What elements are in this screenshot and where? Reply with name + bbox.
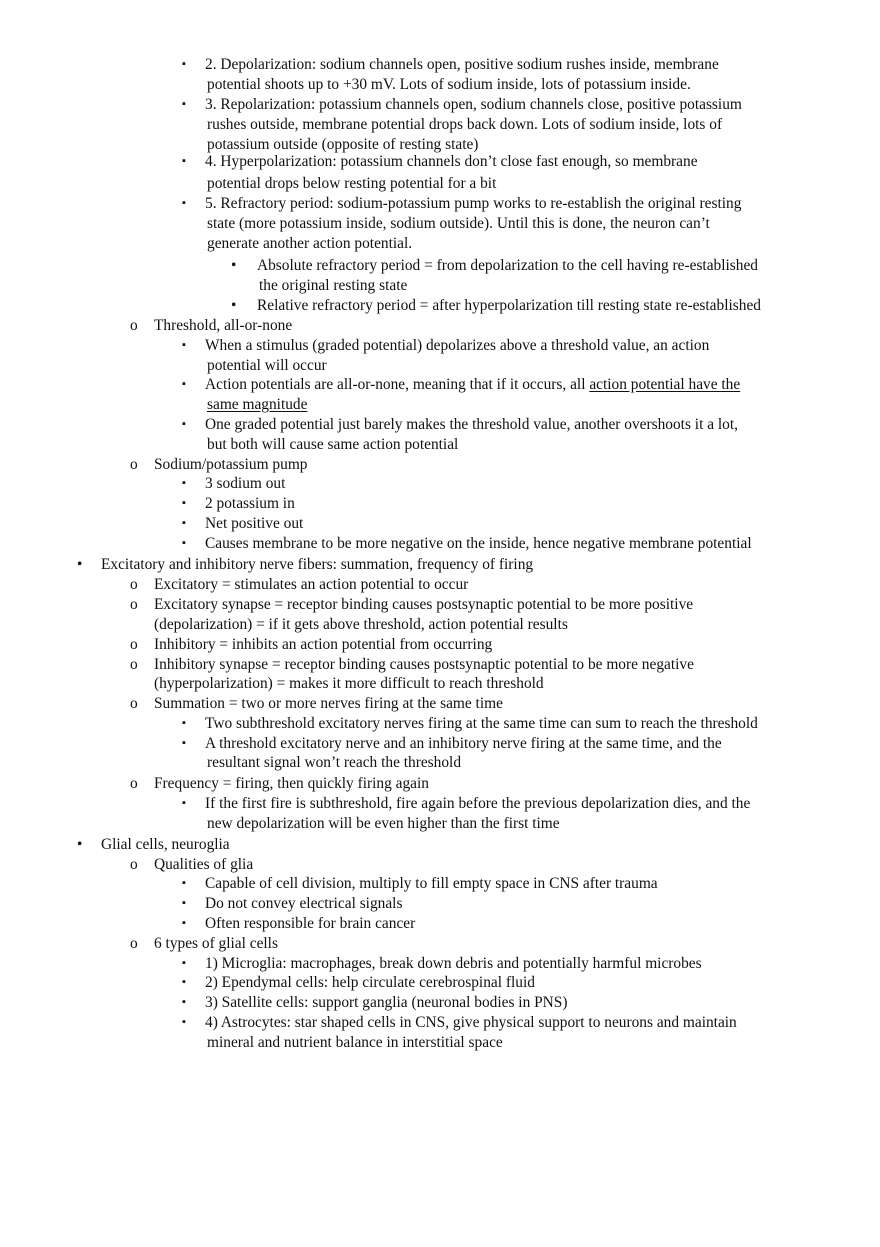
list-item	[0, 474, 880, 494]
list-item	[0, 1013, 880, 1033]
text-line: (depolarization) = if it gets above threshold, action potential results	[154, 616, 568, 633]
bullet-dot: •	[77, 556, 83, 573]
list-item	[0, 415, 880, 435]
text-line: Summation = two or more nerves firing at the same time	[154, 695, 503, 712]
list-item-continuation	[0, 615, 880, 635]
list-item	[0, 954, 880, 974]
bullet-dot: •	[231, 257, 237, 274]
bullet-circle: o	[130, 775, 138, 792]
text-line: Threshold, all-or-none	[154, 317, 293, 334]
text-line: 5. Refractory period: sodium-potassium pump works to re-establish the original resting	[205, 195, 742, 212]
text-line: Glial cells, neuroglia	[101, 836, 230, 853]
text-line: generate another action potential.	[207, 235, 413, 252]
text-line: Frequency = firing, then quickly firing again	[154, 775, 429, 792]
text-line: Causes membrane to be more negative on the inside, hence negative membrane potential	[205, 535, 752, 552]
list-item-continuation	[0, 214, 880, 234]
text-run: Action potentials are all-or-none, meaning that if it occurs, all	[205, 376, 590, 393]
text-line: 2 potassium in	[205, 495, 295, 512]
text-line: 1) Microglia: macrophages, break down debris and potentially harmful microbes	[205, 955, 702, 972]
text-line: mineral and nutrient balance in interstitial space	[207, 1034, 503, 1051]
text-line: 3 sodium out	[205, 475, 286, 492]
list-item	[0, 455, 880, 475]
bullet-square: ▪	[182, 957, 186, 969]
text-line: Excitatory and inhibitory nerve fibers: summation, frequency of firing	[101, 556, 534, 573]
bullet-square: ▪	[182, 897, 186, 909]
text-line: Two subthreshold excitatory nerves firing at the same time can sum to reach the threshold	[205, 715, 758, 732]
text-line: 4. Hyperpolarization: potassium channels don’t close fast enough, so membrane	[205, 153, 698, 170]
text-line: Qualities of glia	[154, 856, 254, 873]
list-item-continuation	[0, 753, 880, 773]
list-item	[0, 194, 880, 214]
text-line: 4) Astrocytes: star shaped cells in CNS, give physical support to neurons and maintain	[205, 1014, 737, 1031]
list-item-continuation	[0, 674, 880, 694]
text-line: new depolarization will be even higher than the first time	[207, 815, 560, 832]
list-item	[0, 575, 880, 595]
bullet-circle: o	[130, 656, 138, 673]
bullet-dot: •	[77, 836, 83, 853]
list-item	[0, 694, 880, 714]
list-item	[0, 494, 880, 514]
text-line: Net positive out	[205, 515, 304, 532]
bullet-square: ▪	[182, 418, 186, 430]
list-item	[0, 534, 880, 554]
bullet-dot: •	[231, 297, 237, 314]
list-item-continuation	[0, 814, 880, 834]
bullet-square: ▪	[182, 797, 186, 809]
text-line: resultant signal won’t reach the threshold	[207, 754, 462, 771]
text-line: Relative refractory period = after hyperpolarization till resting state re-established	[257, 297, 761, 314]
bullet-square: ▪	[182, 155, 186, 167]
list-item	[0, 514, 880, 534]
text-line: 2. Depolarization: sodium channels open, positive sodium rushes inside, membrane	[205, 56, 719, 73]
bullet-square: ▪	[182, 339, 186, 351]
text-line: potential drops below resting potential for a bit	[207, 175, 497, 192]
text-line: Inhibitory = inhibits an action potential from occurring	[154, 636, 493, 653]
text-line: potential shoots up to +30 mV. Lots of sodium inside, lots of potassium inside.	[207, 76, 691, 93]
text-line: One graded potential just barely makes the threshold value, another overshoots it a lot,	[205, 416, 738, 433]
text-line	[205, 375, 740, 395]
bullet-square: ▪	[182, 717, 186, 729]
text-line: Often responsible for brain cancer	[205, 915, 416, 932]
text-line: potassium outside (opposite of resting state)	[207, 136, 479, 153]
list-item	[0, 316, 880, 336]
bullet-square: ▪	[182, 996, 186, 1008]
bullet-square: ▪	[182, 497, 186, 509]
text-line: Do not convey electrical signals	[205, 895, 403, 912]
list-item-continuation	[0, 435, 880, 455]
list-item	[0, 914, 880, 934]
list-item	[0, 894, 880, 914]
text-line: state (more potassium inside, sodium outside). Until this is done, the neuron can’t	[207, 215, 710, 232]
underlined-text: same magnitude	[207, 396, 308, 413]
text-line: When a stimulus (graded potential) depolarizes above a threshold value, an action	[205, 337, 710, 354]
text-line: rushes outside, membrane potential drops back down. Lots of sodium inside, lots of	[207, 116, 723, 133]
list-item	[0, 555, 880, 575]
bullet-square: ▪	[182, 197, 186, 209]
bullet-circle: o	[130, 317, 138, 334]
bullet-square: ▪	[182, 517, 186, 529]
list-item	[0, 993, 880, 1013]
text-line: 3) Satellite cells: support ganglia (neuronal bodies in PNS)	[205, 994, 568, 1011]
list-item-continuation	[0, 1033, 880, 1053]
list-item-continuation	[0, 75, 880, 95]
list-item	[0, 714, 880, 734]
bullet-circle: o	[130, 596, 138, 613]
list-item	[0, 256, 880, 276]
list-item	[0, 835, 880, 855]
text-line: Absolute refractory period = from depolarization to the cell having re-established	[257, 257, 758, 274]
text-line: A threshold excitatory nerve and an inhibitory nerve firing at the same time, and the	[205, 735, 722, 752]
text-line: 6 types of glial cells	[154, 935, 278, 952]
list-item	[0, 152, 880, 172]
list-item	[0, 375, 880, 395]
list-item	[0, 336, 880, 356]
bullet-square: ▪	[182, 378, 186, 390]
list-item	[0, 874, 880, 894]
list-item-continuation	[0, 174, 880, 194]
list-item	[0, 655, 880, 675]
list-item	[0, 794, 880, 814]
bullet-square: ▪	[182, 1016, 186, 1028]
bullet-square: ▪	[182, 477, 186, 489]
bullet-circle: o	[130, 456, 138, 473]
list-item	[0, 934, 880, 954]
text-line: Sodium/potassium pump	[154, 456, 308, 473]
bullet-square: ▪	[182, 58, 186, 70]
bullet-square: ▪	[182, 98, 186, 110]
list-item	[0, 95, 880, 115]
list-item	[0, 55, 880, 75]
text-line: but both will cause same action potential	[207, 436, 459, 453]
text-line: 2) Ependymal cells: help circulate cerebrospinal fluid	[205, 974, 535, 991]
bullet-circle: o	[130, 695, 138, 712]
list-item-continuation	[0, 115, 880, 135]
bullet-square: ▪	[182, 877, 186, 889]
list-item	[0, 973, 880, 993]
text-line: (hyperpolarization) = makes it more difficult to reach threshold	[154, 675, 544, 692]
list-item	[0, 734, 880, 754]
list-item	[0, 855, 880, 875]
text-line: the original resting state	[259, 277, 408, 294]
text-line: Excitatory synapse = receptor binding causes postsynaptic potential to be more positive	[154, 596, 694, 613]
list-item-continuation	[0, 234, 880, 254]
text-line: Capable of cell division, multiply to fill empty space in CNS after trauma	[205, 875, 658, 892]
bullet-circle: o	[130, 935, 138, 952]
text-line: Inhibitory synapse = receptor binding causes postsynaptic potential to be more negative	[154, 656, 694, 673]
bullet-square: ▪	[182, 917, 186, 929]
list-item-continuation	[0, 276, 880, 296]
bullet-square: ▪	[182, 537, 186, 549]
list-item	[0, 774, 880, 794]
list-item	[0, 595, 880, 615]
text-line: potential will occur	[207, 357, 327, 374]
bullet-circle: o	[130, 576, 138, 593]
list-item-continuation	[0, 395, 880, 415]
bullet-circle: o	[130, 856, 138, 873]
underlined-text: action potential have the	[589, 376, 741, 393]
text-line: 3. Repolarization: potassium channels open, sodium channels close, positive potassium	[205, 96, 742, 113]
list-item-continuation	[0, 356, 880, 376]
bullet-circle: o	[130, 636, 138, 653]
bullet-square: ▪	[182, 976, 186, 988]
bullet-square: ▪	[182, 737, 186, 749]
text-line: If the first fire is subthreshold, fire again before the previous depolarization dies, and the	[205, 795, 751, 812]
list-item	[0, 296, 880, 316]
list-item	[0, 635, 880, 655]
text-line: Excitatory = stimulates an action potential to occur	[154, 576, 469, 593]
